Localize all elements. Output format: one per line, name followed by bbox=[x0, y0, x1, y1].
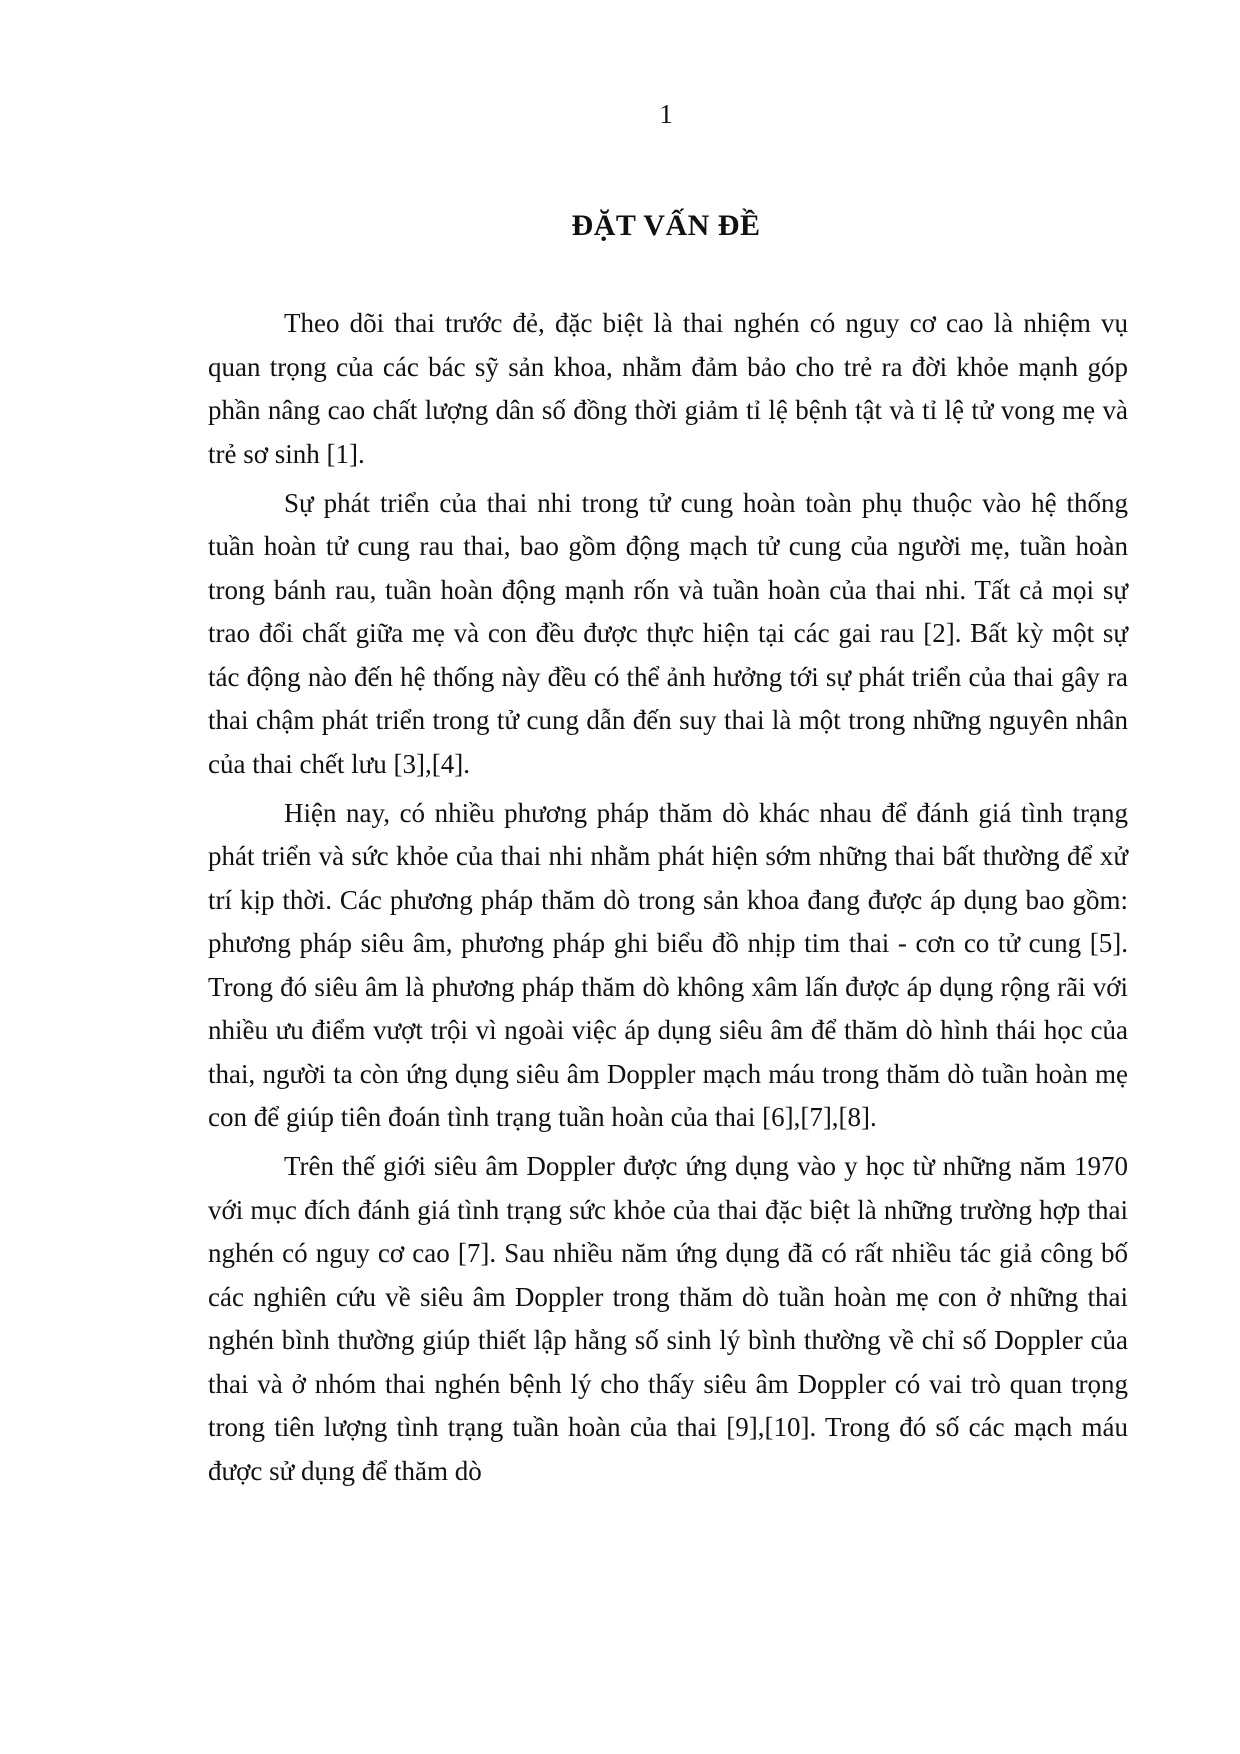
body-text bbox=[208, 302, 1128, 1499]
paragraph-2: Sự phát triển của thai nhi trong tử cung hoàn toàn phụ thuộc vào hệ thống tuần hoàn tử cung rau thai, bao gồm động mạch tử cung của người mẹ, tuần hoàn trong bánh rau, tuần hoàn động mạnh rốn và tuần hoàn của thai nhi. Tất cả mọi sự trao đổi chất giữa mẹ và con đều được thực hiện tại các gai rau [2]. Bất kỳ một sự tác động nào đến hệ thống này đều có thể ảnh hưởng tới sự phát triển của thai gây ra thai chậm phát triển trong tử cung dẫn đến suy thai là một trong những nguyên nhân của thai chết lưu [3],[4]. bbox=[208, 487, 1128, 779]
paragraph-1: Theo dõi thai trước đẻ, đặc biệt là thai nghén có nguy cơ cao là nhiệm vụ quan trọng của các bác sỹ sản khoa, nhằm đảm bảo cho trẻ ra đời khỏe mạnh góp phần nâng cao chất lượng dân số đồng thời giảm tỉ lệ bệnh tật và tỉ lệ tử vong mẹ và trẻ sơ sinh [1]. bbox=[208, 308, 1128, 469]
paragraph-3: Hiện nay, có nhiều phương pháp thăm dò khác nhau để đánh giá tình trạng phát triển và sức khỏe của thai nhi nhằm phát hiện sớm những thai bất thường để xử trí kịp thời. Các phương pháp thăm dò trong sản khoa đang được áp dụng bao gồm: phương pháp siêu âm, phương pháp ghi biểu đồ nhịp tim thai - cơn co tử cung [5]. Trong đó siêu âm là phương pháp thăm dò không xâm lấn được áp dụng rộng rãi với nhiều ưu điểm vượt trội vì ngoài việc áp dụng siêu âm để thăm dò hình thái học của thai, người ta còn ứng dụng siêu âm Doppler mạch máu trong thăm dò tuần hoàn mẹ con để giúp tiên đoán tình trạng tuần hoàn của thai [6],[7],[8]. bbox=[208, 797, 1128, 1132]
page-title: ĐẶT VẤN ĐỀ bbox=[571, 209, 761, 242]
page-number: 1 bbox=[659, 99, 673, 129]
paragraph-4: Trên thế giới siêu âm Doppler được ứng dụng vào y học từ những năm 1970 với mục đích đánh giá tình trạng sức khỏe của thai đặc biệt là những trường hợp thai nghén có nguy cơ cao [7]. Sau nhiều năm ứng dụng đã có rất nhiều tác giả công bố các nghiên cứu về siêu âm Doppler trong thăm dò tuần hoàn mẹ con ở những thai nghén bình thường giúp thiết lập hằng số sinh lý bình thường về chỉ số Doppler của thai và ở nhóm thai nghén bệnh lý cho thấy siêu âm Doppler có vai trò quan trọng trong tiên lượng tình trạng tuần hoàn của thai [9],[10]. Trong đó số các mạch máu được sử dụng để thăm dò bbox=[208, 1151, 1128, 1486]
